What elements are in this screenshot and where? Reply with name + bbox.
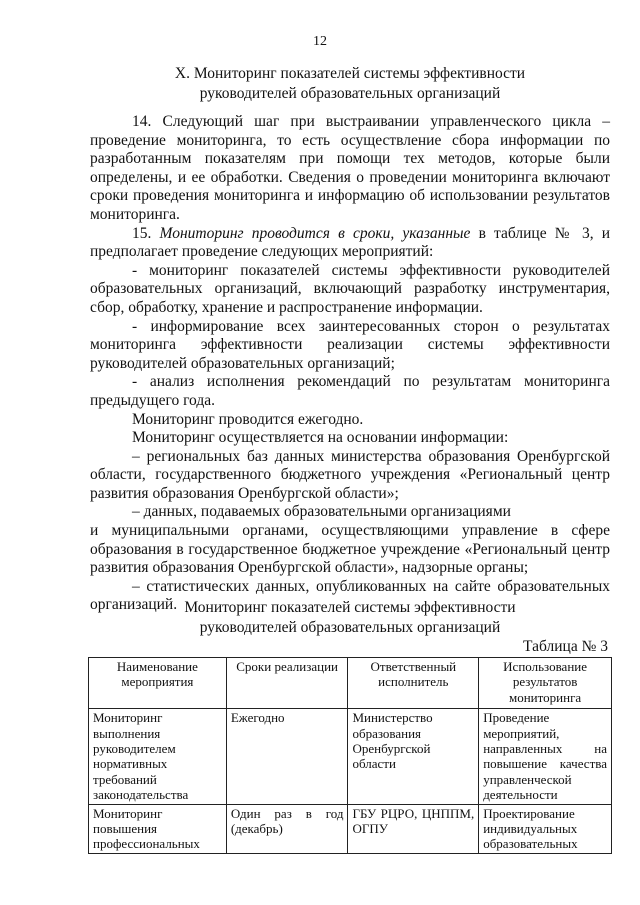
paragraph-15-number: 15.	[132, 224, 152, 242]
paragraph-15-italic: Мониторинг проводится в сроки, указанные	[159, 224, 471, 242]
cell-term: Ежегодно	[226, 709, 348, 804]
table-row	[89, 804, 612, 853]
table-header-row	[89, 658, 612, 709]
cell-executor: Министерство образования Оренбургской области	[348, 709, 479, 804]
paragraph-basis: Мониторинг осуществляется на основании информации:	[132, 429, 509, 447]
cell-usage: Проведение мероприятий, направленных на повышение качества управленческой деятельности	[479, 709, 612, 804]
section-heading-line1: X. Мониторинг показателей системы эффективности	[174, 65, 526, 82]
header-event: Наименование мероприятия	[89, 658, 227, 709]
cell-event: Мониторинг выполнения руководителем нормативных требований законодательства	[89, 709, 227, 804]
table-label: Таблица № 3	[523, 638, 608, 655]
bullet-monitoring: - мониторинг показателей системы эффективности руководителей образовательных организаций, включающий разработку инструментария, сбор, обработку, хранение и распространение информации.	[90, 261, 610, 316]
cell-usage: Проектирование индивидуальных образовательных	[479, 804, 612, 853]
header-term: Сроки реализации	[226, 658, 348, 709]
table-caption-line1: Мониторинг показателей системы эффективности	[184, 599, 516, 616]
page-number: 12	[313, 34, 327, 49]
paragraph-annual: Мониторинг проводится ежегодно.	[132, 410, 364, 428]
source-statistics: – статистических данных, опубликованных на сайте образовательных организаций.	[90, 577, 610, 614]
source-submitted-data: – данных, подаваемых образовательными организациями	[132, 503, 511, 521]
header-executor: Ответственный исполнитель	[348, 658, 479, 709]
header-usage: Использование результатов мониторинга	[479, 658, 612, 709]
paragraph-15-rest: в таблице № 3, и предполагает проведение следующих мероприятий:	[90, 224, 611, 261]
body-text	[90, 113, 610, 615]
table-caption	[90, 598, 610, 638]
paragraph-14: 14. Следующий шаг при выстраивании управленческого цикла – проведение мониторинга, то есть осуществление сбора информации по разработанным показателям при помощи тех методов, которые были определены, и ее обработки. Сведения о проведении мониторинга включают сроки проведения мониторинга и информацию об использовании результатов мониторинга.	[90, 113, 610, 223]
source-regional-db: – региональных баз данных министерства образования Оренбургской области, государственного бюджетного учреждения «Региональный центр развития образования Оренбургской области»;	[90, 447, 610, 502]
bullet-analysis: - анализ исполнения рекомендаций по результатам мониторинга предыдущего года.	[90, 373, 610, 409]
table-caption-line2: руководителей образовательных организаций	[199, 619, 501, 636]
section-heading	[90, 64, 610, 104]
monitoring-table	[88, 657, 612, 854]
table-row	[89, 709, 612, 804]
cell-event: Мониторинг повышения профессиональных	[89, 804, 227, 853]
bullet-informing: - информирование всех заинтересованных сторон о результатах мониторинга эффективности реализации системы эффективности руководителей образовательных организаций;	[90, 317, 610, 372]
cell-term: Один раз в год (декабрь)	[226, 804, 348, 853]
source-submitted-data-cont: и муниципальными органами, осуществляющими управление в сфере образования в государственное бюджетное учреждение «Региональный центр развития образования Оренбургской области», надзорные органы;	[90, 522, 610, 577]
section-heading-line2: руководителей образовательных организаций	[199, 85, 501, 102]
cell-executor: ГБУ РЦРО, ЦНППМ, ОГПУ	[348, 804, 479, 853]
paragraph-15	[90, 225, 610, 262]
